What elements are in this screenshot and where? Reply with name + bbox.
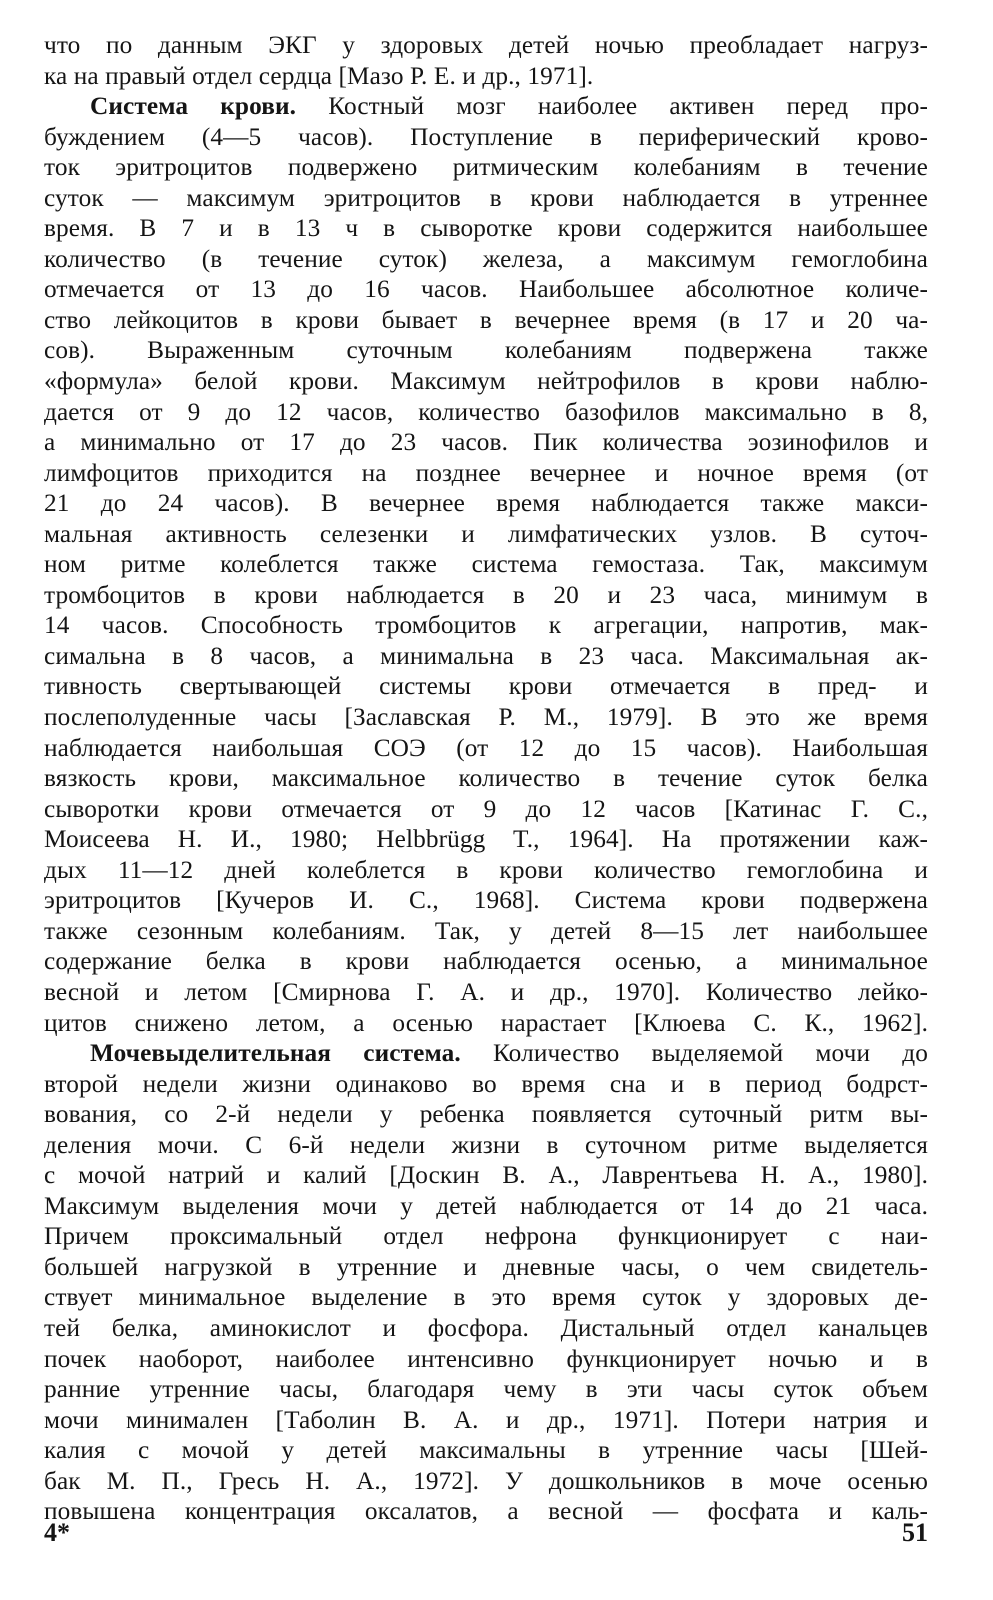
text-line: тей белка, аминокислот и фосфора. Дистальный отдел канальцев [44, 1313, 928, 1342]
text-line: эритроцитов [Кучеров И. С., 1968]. Система крови подвержена [44, 886, 928, 915]
text-line: 21 до 24 часов). В вечернее время наблюдается также макси- [44, 489, 928, 518]
text-line: лимфоцитов приходится на позднее вечернее и ночное время (от [44, 458, 928, 487]
text-line-content: Количество выделяемой мочи до [492, 1039, 928, 1068]
text-line-content: Костный мозг наиболее активен перед про- [328, 92, 928, 121]
text-line: вования, со 2-й недели у ребенка появляется суточный ритм вы- [44, 1100, 928, 1129]
text-line: тромбоцитов в крови наблюдается в 20 и 23 часа, минимум в [44, 580, 928, 609]
text-line: ном ритме колеблется также система гемостаза. Так, максимум [44, 550, 928, 579]
text-line: ство лейкоцитов в крови бывает в вечернее время (в 17 и 20 ча- [44, 305, 928, 334]
text-line [44, 1038, 928, 1069]
text-line: время. В 7 и в 13 ч в сыворотке крови содержится наибольшее [44, 214, 928, 243]
text-line: тивность свертывающей системы крови отмечается в пред- и [44, 672, 928, 701]
text-line: буждением (4—5 часов). Поступление в периферический крово- [44, 122, 928, 151]
text-line: ток эритроцитов подвержено ритмическим колебаниям в течение [44, 153, 928, 182]
section-heading-urinary: Мочевыделительная система. [90, 1039, 461, 1068]
text-line: дых 11—12 дней колеблется в крови количество гемоглобина и [44, 855, 928, 884]
signature-mark: 4* [44, 1518, 70, 1547]
text-line: количество (в течение суток) железа, а максимум гемоглобина [44, 244, 928, 273]
text-line: что по данным ЭКГ у здоровых детей ночью преобладает нагруз- [44, 31, 928, 59]
text-line: весной и летом [Смирнова Г. А. и др., 1970]. Количество лейко- [44, 977, 928, 1006]
text-line: симальна в 8 часов, а минимальна в 23 часа. Максимальная ак- [44, 641, 928, 670]
text-line: второй недели жизни одинаково во время сна и в период бодрст- [44, 1069, 928, 1098]
text-line: дается от 9 до 12 часов, количество базофилов максимально в 8, [44, 397, 928, 426]
text-line: также сезонным колебаниям. Так, у детей 8—15 лет наибольшее [44, 916, 928, 945]
section-heading-blood: Система крови. [90, 92, 297, 121]
text-line: деления мочи. С 6-й недели жизни в суточном ритме выделяется [44, 1130, 928, 1159]
text-line: мочи минимален [Таболин В. А. и др., 1971]. Потери натрия и [44, 1405, 928, 1434]
text-line: сов). Выраженным суточным колебаниям подвержена также [44, 336, 928, 365]
text-line: повышена концентрация оксалатов, а весной — фосфата и каль- [44, 1497, 928, 1526]
text-line: послеполуденные часы [Заславская Р. М., 1979]. В это же время [44, 703, 928, 732]
text-line: Причем проксимальный отдел нефрона функционирует с наи- [44, 1222, 928, 1251]
text-line: суток — максимум эритроцитов в крови наблюдается в утреннее [44, 183, 928, 212]
text-line: бак М. П., Гресь Н. А., 1972]. У дошкольников в моче осенью [44, 1466, 928, 1495]
paragraph-blood-system [44, 91, 928, 1038]
paragraph-urinary-system [44, 1038, 928, 1527]
text-line: ранние утренние часы, благодаря чему в эти часы суток объем [44, 1375, 928, 1404]
paragraph-cardiac-end [44, 30, 928, 91]
text-line [44, 91, 928, 122]
text-line: ствует минимальное выделение в это время суток у здоровых де- [44, 1283, 928, 1312]
page-number: 51 [902, 1518, 928, 1547]
page-footer [44, 1518, 928, 1548]
page-body [44, 30, 928, 1527]
text-line: Моисеева Н. И., 1980; Helbbrügg T., 1964]. На протяжении каж- [44, 825, 928, 854]
text-line: 14 часов. Способность тромбоцитов к агрегации, напротив, мак- [44, 611, 928, 640]
text-line: наблюдается наибольшая СОЭ (от 12 до 15 часов). Наибольшая [44, 733, 928, 762]
text-line: калия с мочой у детей максимальны в утренние часы [Шей- [44, 1436, 928, 1465]
text-line: с мочой натрий и калий [Доскин В. А., Лаврентьева Н. А., 1980]. [44, 1161, 928, 1190]
text-line: вязкость крови, максимальное количество в течение суток белка [44, 764, 928, 793]
text-line: сыворотки крови отмечается от 9 до 12 часов [Катинас Г. С., [44, 794, 928, 823]
text-line: отмечается от 13 до 16 часов. Наибольшее абсолютное количе- [44, 275, 928, 304]
text-line: цитов снижено летом, а осенью нарастает [Клюева С. К., 1962]. [44, 1008, 928, 1037]
text-line: мальная активность селезенки и лимфатических узлов. В суточ- [44, 519, 928, 548]
text-line: почек наоборот, наиболее интенсивно функционирует ночью и в [44, 1344, 928, 1373]
text-line: «формула» белой крови. Максимум нейтрофилов в крови наблю- [44, 367, 928, 396]
text-line: большей нагрузкой в утренние и дневные часы, о чем свидетель- [44, 1252, 928, 1281]
text-line: содержание белка в крови наблюдается осенью, а минимальное [44, 947, 928, 976]
text-line: Максимум выделения мочи у детей наблюдается от 14 до 21 часа. [44, 1191, 928, 1220]
text-line: ка на правый отдел сердца [Мазо Р. Е. и др., 1971]. [44, 61, 594, 90]
text-line: а минимально от 17 до 23 часов. Пик количества эозинофилов и [44, 428, 928, 457]
